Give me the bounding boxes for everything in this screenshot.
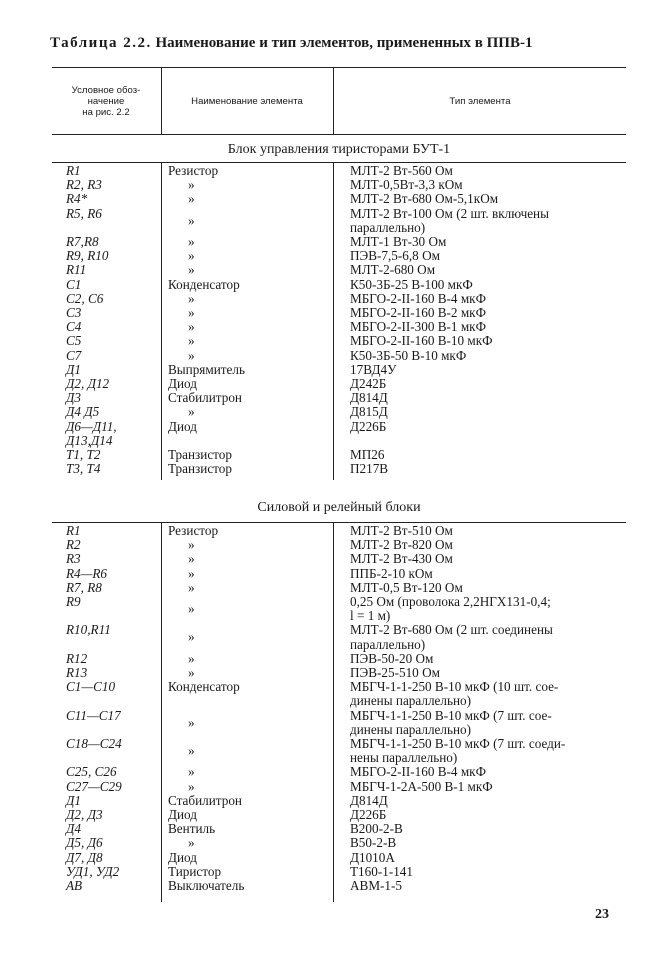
element-type (350, 448, 618, 462)
element-type-line: МЛТ-2-680 Ом (350, 262, 436, 278)
ditto-mark: » (188, 234, 195, 249)
element-type (350, 538, 618, 552)
element-code-line: Д1 (66, 792, 81, 808)
element-code-line: C7 (66, 347, 82, 363)
element-code (66, 306, 162, 320)
element-type-line: параллельно) (350, 219, 426, 235)
element-type (350, 263, 618, 277)
element-code-line: C3 (66, 305, 82, 320)
element-code-line: R10,R11 (66, 622, 111, 638)
element-type-line: Д242Б (350, 376, 387, 391)
element-code (66, 349, 162, 363)
element-type (350, 178, 618, 192)
element-code-line: Д13,Д14 (66, 432, 113, 448)
element-type-line: Д1010А (350, 849, 395, 865)
element-code-line: УД1, УД2 (66, 863, 120, 879)
element-name: Диод (168, 849, 197, 865)
ditto-mark: » (188, 404, 195, 420)
element-type-line: параллельно) (350, 636, 426, 652)
element-code (66, 666, 162, 680)
element-name: Диод (168, 418, 197, 434)
element-type-line: МЛТ-2 Вт-430 Ом (350, 551, 453, 567)
element-type-line: ПЭВ-7,5-6,8 Ом (350, 248, 440, 264)
element-code (66, 292, 162, 306)
element-code (66, 448, 162, 462)
section-rule (52, 162, 626, 163)
element-type-line: ППБ-2-10 кОм (350, 565, 433, 581)
element-code-line: R2 (66, 537, 81, 553)
element-code (66, 851, 162, 865)
ditto-mark: » (188, 565, 195, 581)
element-type-line: МЛТ-2 Вт-820 Ом (350, 537, 453, 553)
element-code-line: R11 (66, 262, 87, 278)
element-code-line: C4 (66, 319, 82, 335)
ditto-mark: » (188, 629, 195, 645)
element-code (66, 524, 162, 538)
element-code-line: C2, C6 (66, 290, 104, 306)
element-code (66, 737, 162, 751)
column-header-code-line: начение (87, 95, 125, 107)
element-name: Конденсатор (168, 679, 240, 695)
element-type-line: Д815Д (350, 404, 388, 420)
section-rule (52, 522, 626, 523)
element-code (66, 377, 162, 391)
element-code-line: R2, R3 (66, 177, 102, 193)
element-type (350, 836, 618, 850)
column-header-name: Наименование элемента (191, 95, 303, 107)
element-name: Резистор (168, 163, 219, 178)
element-name: Транзистор (168, 461, 232, 477)
element-code (66, 263, 162, 277)
element-code (66, 178, 162, 192)
element-code-line: Д2, Д12 (66, 376, 110, 391)
element-type-line: В50-2-В (350, 835, 397, 851)
element-type-line: П217В (350, 461, 389, 477)
element-type-line: МЛТ-2 Вт-680 Ом (2 шт. соединены (350, 622, 553, 638)
element-code-line: C11—C17 (66, 707, 121, 723)
element-type-line: АВМ-1-5 (350, 878, 403, 893)
element-type-line: МБГО-2-II-160 В-4 мкФ (350, 764, 486, 780)
element-code-line: T3, T4 (66, 461, 101, 477)
element-type (350, 780, 618, 794)
element-type-line: МБГЧ-1-1-250 В-10 мкФ (7 шт. соеди- (350, 736, 566, 751)
element-type-line: МЛТ-0,5 Вт-120 Ом (350, 579, 463, 595)
element-type (350, 666, 618, 680)
element-code (66, 680, 162, 694)
ditto-mark: » (188, 212, 195, 228)
element-type-line: МЛТ-1 Вт-30 Ом (350, 234, 447, 249)
element-type (350, 249, 618, 263)
element-code (66, 623, 162, 637)
element-type-line: МБГЧ-1-2А-500 В-1 мкФ (350, 778, 493, 794)
element-type-line: МЛТ-0,5Вт-3,3 кОм (350, 177, 463, 193)
element-type (350, 581, 618, 595)
element-type (350, 420, 618, 434)
element-type-line: динены параллельно) (350, 693, 472, 709)
element-type-line: МБГО-2-II-160 В-2 мкФ (350, 305, 486, 320)
element-code-line: C1—C10 (66, 679, 116, 695)
element-type-line: l = 1 м) (350, 608, 391, 624)
column-header-code-line: на рис. 2.2 (82, 106, 130, 118)
element-type (350, 709, 618, 737)
element-type-line: Д814Д (350, 390, 388, 406)
element-type (350, 306, 618, 320)
element-type-line: ПЭВ-25-510 Ом (350, 665, 440, 680)
element-code-line: Д5, Д6 (66, 835, 103, 851)
element-code (66, 581, 162, 595)
element-type-line: МБГЧ-1-1-250 В-10 мкФ (7 шт. сое- (350, 707, 552, 723)
element-type (350, 405, 618, 419)
element-type-line: динены параллельно) (350, 721, 472, 737)
element-type (350, 164, 618, 178)
element-code-line: R9, R10 (66, 248, 109, 264)
element-name: Тиристор (168, 863, 222, 879)
element-code (66, 278, 162, 292)
ditto-mark: » (188, 743, 195, 759)
element-code-line: R1 (66, 523, 81, 538)
element-code (66, 595, 162, 609)
element-code (66, 334, 162, 348)
ditto-mark: » (188, 579, 195, 595)
element-code (66, 538, 162, 552)
element-code-line: Д1 (66, 361, 81, 377)
element-code (66, 320, 162, 334)
element-type (350, 652, 618, 666)
element-type-line: МЛТ-2 Вт-510 Ом (350, 523, 453, 538)
ditto-mark: » (188, 333, 195, 349)
element-code-line: C5 (66, 333, 82, 349)
element-type (350, 552, 618, 566)
page-number: 23 (595, 907, 609, 922)
element-code-line: Д7, Д8 (66, 849, 103, 865)
element-code-line: R13 (66, 665, 88, 680)
ditto-mark: » (188, 665, 195, 680)
element-name: Транзистор (168, 447, 232, 462)
element-code-line: R7,R8 (66, 234, 99, 249)
element-code (66, 420, 162, 448)
element-type (350, 524, 618, 538)
ditto-mark: » (188, 305, 195, 320)
ditto-mark: » (188, 248, 195, 264)
ditto-mark: » (188, 714, 195, 730)
element-code-line: T1, T2 (66, 447, 101, 462)
element-type (350, 879, 618, 893)
element-type-line: ПЭВ-50-20 Ом (350, 650, 434, 666)
element-type-line: МЛТ-2 Вт-100 Ом (2 шт. включены (350, 205, 549, 221)
element-name: Выпрямитель (168, 361, 245, 377)
element-code (66, 192, 162, 206)
element-code-line: C1 (66, 276, 82, 292)
element-name: Конденсатор (168, 276, 240, 292)
element-type (350, 235, 618, 249)
ditto-mark: » (188, 290, 195, 306)
element-code-line: Д4 (66, 821, 81, 837)
element-type (350, 207, 618, 235)
element-type-line: Д226Б (350, 807, 387, 822)
element-code (66, 822, 162, 836)
element-type-line: МБГО-2-II-300 В-1 мкФ (350, 319, 486, 335)
ditto-mark: » (188, 551, 195, 567)
element-code (66, 836, 162, 850)
element-name: Резистор (168, 523, 219, 538)
element-code (66, 235, 162, 249)
element-type-line: К50-3Б-50 В-10 мкФ (350, 347, 467, 363)
element-code-line: Д2, Д3 (66, 807, 103, 822)
element-name: Стабилитрон (168, 390, 242, 406)
ditto-mark: » (188, 537, 195, 553)
element-code-line: R3 (66, 551, 81, 567)
element-type-line: нены параллельно) (350, 750, 458, 766)
ditto-mark: » (188, 650, 195, 666)
element-code-line: R4—R6 (66, 565, 108, 581)
element-type (350, 320, 618, 334)
element-type (350, 462, 618, 476)
element-type-line: МЛТ-2 Вт-680 Ом-5,1кОм (350, 191, 499, 207)
column-header-code (52, 68, 160, 134)
ditto-mark: » (188, 347, 195, 363)
element-code (66, 765, 162, 779)
element-type-line: МБГЧ-1-1-250 В-10 мкФ (10 шт. сое- (350, 679, 559, 695)
element-type-line: МП26 (350, 447, 385, 462)
element-code-line: Д3 (66, 390, 81, 406)
element-code (66, 567, 162, 581)
element-type (350, 623, 618, 651)
element-name: Стабилитрон (168, 792, 242, 808)
element-code (66, 709, 162, 723)
element-type (350, 567, 618, 581)
element-type (350, 851, 618, 865)
element-type-line: К50-3Б-25 В-100 мкФ (350, 276, 473, 292)
table-caption (50, 35, 630, 52)
element-name: Диод (168, 807, 197, 822)
element-code (66, 780, 162, 794)
section-title: Блок управления тиристорами БУТ-1 (227, 142, 451, 157)
element-type-line: 17ВД4У (350, 361, 397, 377)
table-caption-lead: Таблица 2.2. (50, 35, 152, 51)
element-type (350, 334, 618, 348)
element-type (350, 865, 618, 879)
ditto-mark: » (188, 778, 195, 794)
ditto-mark: » (188, 191, 195, 207)
element-type (350, 822, 618, 836)
element-code-line: R7, R8 (66, 579, 102, 595)
element-code (66, 249, 162, 263)
element-type-line: 0,25 Ом (проволока 2,2НГХ131-0,4; (350, 594, 551, 609)
element-type (350, 363, 618, 377)
element-type (350, 391, 618, 405)
element-type-line: МБГО-2-II-160 В-4 мкФ (350, 290, 486, 306)
element-code (66, 652, 162, 666)
column-header-type: Тип элемента (449, 95, 511, 107)
element-type-line: МЛТ-2 Вт-560 Ом (350, 163, 453, 178)
element-code (66, 391, 162, 405)
element-code (66, 462, 162, 476)
element-code (66, 552, 162, 566)
element-type (350, 737, 618, 765)
ditto-mark: » (188, 177, 195, 193)
element-name: Вентиль (168, 821, 216, 837)
element-code-line: Д6—Д11, (66, 418, 117, 434)
element-type (350, 765, 618, 779)
element-type-line: МБГО-2-II-160 В-10 мкФ (350, 333, 493, 349)
element-code (66, 164, 162, 178)
ditto-mark: » (188, 319, 195, 335)
column-header-code-line: Условное обоз- (71, 84, 141, 96)
element-type-line: Д814Д (350, 792, 388, 808)
element-code-line: АВ (66, 878, 83, 893)
element-type (350, 377, 618, 391)
element-type (350, 794, 618, 808)
element-code (66, 865, 162, 879)
element-code-line: C27—C29 (66, 778, 122, 794)
element-code (66, 794, 162, 808)
element-code-line: R9 (66, 594, 81, 609)
element-code-line: R12 (66, 650, 88, 666)
element-code (66, 405, 162, 419)
element-type-line: Т160-1-141 (350, 863, 413, 879)
element-name: Выключатель (168, 878, 245, 893)
element-type (350, 808, 618, 822)
element-code-line: C18—C24 (66, 736, 122, 751)
element-code (66, 363, 162, 377)
ditto-mark: » (188, 601, 195, 617)
element-code-line: R1 (66, 163, 81, 178)
table-header-rule (52, 134, 626, 135)
element-code-line: R4* (66, 191, 88, 207)
element-name: Диод (168, 376, 197, 391)
element-code (66, 808, 162, 822)
element-code-line: Д4 Д5 (66, 404, 100, 420)
element-type (350, 595, 618, 623)
element-type (350, 278, 618, 292)
ditto-mark: » (188, 764, 195, 780)
element-type-line: В200-2-В (350, 821, 403, 837)
element-code (66, 207, 162, 221)
element-code-line: R5, R6 (66, 205, 102, 221)
section-title: Силовой и релейный блоки (257, 500, 421, 515)
element-code-line: C25, C26 (66, 764, 117, 780)
ditto-mark: » (188, 262, 195, 278)
table-caption-title: Наименование и тип элементов, примененных в ППВ-1 (155, 35, 533, 51)
element-type (350, 192, 618, 206)
element-type (350, 292, 618, 306)
element-type (350, 680, 618, 708)
element-type-line: Д226Б (350, 418, 387, 434)
element-code (66, 879, 162, 893)
element-type (350, 349, 618, 363)
ditto-mark: » (188, 835, 195, 851)
